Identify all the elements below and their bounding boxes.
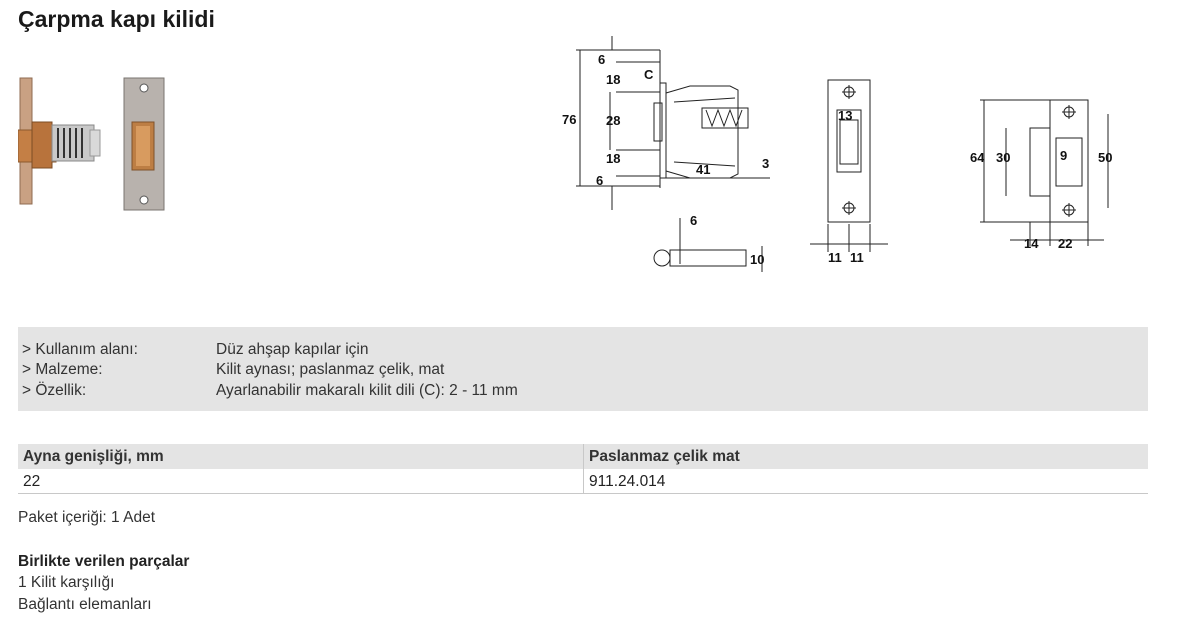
spec-key: > Kullanım alanı:: [22, 341, 138, 358]
technical-drawings: [560, 28, 1160, 308]
spec-value: Ayarlanabilir makaralı kilit dili (C): 2 - 11 mm: [216, 382, 518, 399]
dim-label: 10: [750, 252, 765, 267]
dim-label: 41: [696, 162, 711, 177]
dim-label: 6: [598, 52, 606, 67]
supplied-part-item: Bağlantı elemanları: [18, 596, 152, 613]
table-cell: 22: [23, 473, 41, 490]
dim-label: 18: [606, 72, 621, 87]
dim-label: C: [644, 67, 654, 82]
dim-label: 30: [996, 150, 1011, 165]
dim-label: 76: [562, 112, 577, 127]
dim-label: 14: [1024, 236, 1039, 251]
supplied-parts-title: Birlikte verilen parçalar: [18, 553, 190, 570]
page-title: Çarpma kapı kilidi: [18, 6, 215, 32]
spec-value: Düz ahşap kapılar için: [216, 341, 369, 358]
dim-label: 6: [690, 213, 698, 228]
supplied-part-item: 1 Kilit karşılığı: [18, 574, 115, 591]
dim-label: 11: [850, 250, 864, 265]
dim-label: 3: [762, 156, 770, 171]
table-row: [18, 469, 1148, 493]
dim-label: 13: [838, 108, 853, 123]
dim-label: 18: [606, 151, 621, 166]
spec-key: > Malzeme:: [22, 361, 103, 378]
dim-label: 64: [970, 150, 985, 165]
package-content: Paket içeriği: 1 Adet: [18, 509, 155, 526]
dim-label: 6: [596, 173, 604, 188]
spec-value: Kilit aynası; paslanmaz çelik, mat: [216, 361, 445, 378]
dim-label: 22: [1058, 236, 1073, 251]
table-header-cell: Paslanmaz çelik mat: [583, 444, 1148, 469]
dim-label: 9: [1060, 148, 1068, 163]
dim-label: 50: [1098, 150, 1113, 165]
dim-label: 11: [828, 250, 842, 265]
product-photo-image: [18, 70, 178, 220]
table-cell: 911.24.014: [583, 469, 1148, 493]
spec-box: [18, 327, 1148, 411]
technical-drawing-svg: [560, 28, 1160, 308]
spec-key: > Özellik:: [22, 382, 87, 399]
product-photos: [18, 70, 178, 220]
dim-label: 28: [606, 113, 621, 128]
product-table: [18, 444, 1148, 494]
table-header-cell: Ayna genişliği, mm: [23, 448, 164, 465]
table-header-row: [18, 444, 1148, 469]
